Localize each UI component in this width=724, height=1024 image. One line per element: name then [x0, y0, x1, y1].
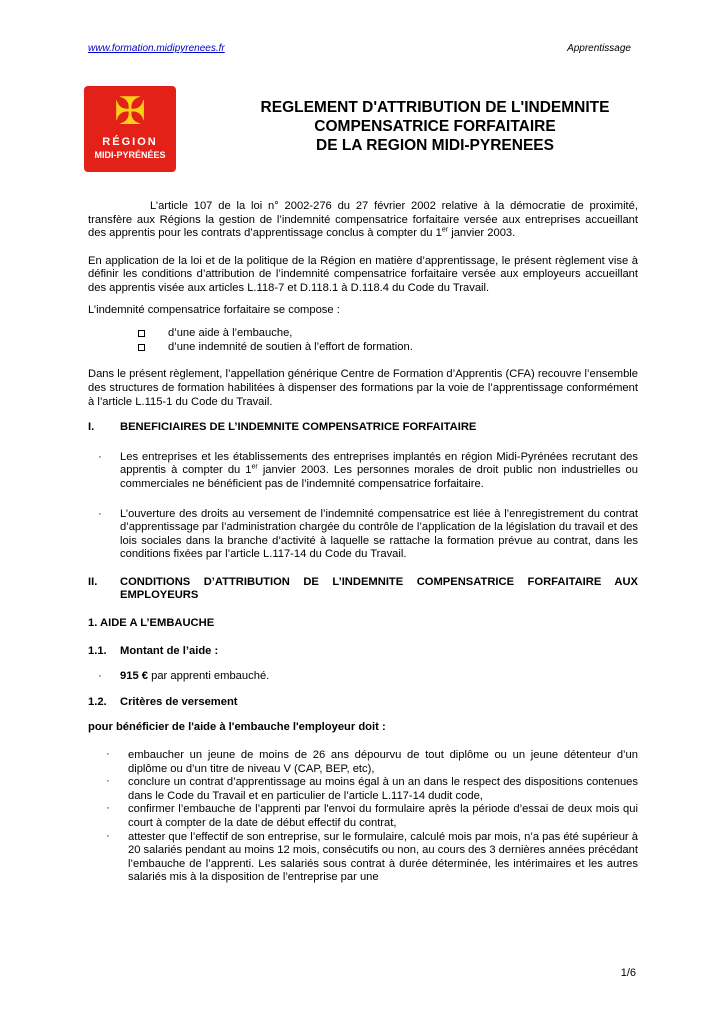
intro-paragraph-3: L’indemnité compensatrice forfaitaire se compose :: [88, 303, 340, 316]
bullet-dot-icon: ·: [106, 802, 110, 815]
list-item: · attester que l’effectif de son entreprise, sur le formulaire, calculé mois par mois, n’a pas été supérieur à 20 salariés pendant au moins 12 mois, consécutifs ou non, au cours des 3 dernières années précédant l’embauche de l’apprenti. Les salariés sous contrat à durée déterminée, les intérimaires et les autres salariés mis à la disposition de l’entreprise par une: [106, 829, 638, 884]
header-url-link[interactable]: www.formation.midipyrenees.fr: [88, 43, 225, 54]
logo-line2: MIDI-PYRÉNÉES: [94, 150, 166, 160]
document-body: [88, 200, 638, 885]
title-line2: COMPENSATRICE FORFAITAIRE: [314, 118, 556, 135]
list-item: · conclure un contrat d’apprentissage au moins égal à un an dans le respect des dispositions contenues dans le Code du Travail et en particulier de l’article L.117-14 dudit code,: [106, 775, 638, 802]
subsection-1-2-heading: 1.2. Critères de versement: [88, 695, 238, 708]
list-item: d’une aide à l’embauche,: [88, 327, 638, 341]
list-item: · 915 € par apprenti embauché.: [98, 670, 270, 683]
page-number: 1/6: [620, 967, 636, 979]
bullet-dot-icon: ·: [98, 507, 102, 520]
list-item: · embaucher un jeune de moins de 26 ans dépourvu de tout diplôme ou un jeune détenteur d’un diplôme ou d’un titre de niveau V (CAP, BEP, etc),: [106, 748, 638, 775]
occitan-cross-icon: ✠: [114, 91, 146, 133]
region-logo: [84, 86, 176, 172]
intro-paragraph-1: L’article 107 de la loi n° 2002-276 du 27 février 2002 relative à la démocratie de proximité, transfère aux Régions la gestion de l’indemnité compensatrice forfaitaire versée aux entreprises accueillant des apprentis pour les contrats d’apprentissage conclus à compter du 1er janvier 2003.: [88, 200, 638, 240]
title-line3: DE LA REGION MIDI-PYRENEES: [316, 137, 554, 154]
section-2-heading: II. CONDITIONS D’ATTRIBUTION DE L’INDEMNITE COMPENSATRICE FORFAITAIRE AUX EMPLOYEURS: [88, 575, 638, 602]
checkbox-bullet-icon: [138, 344, 145, 351]
bullet-dot-icon: ·: [106, 829, 110, 842]
bullet-dot-icon: ·: [106, 775, 110, 788]
criteria-lead: pour bénéficier de l'aide à l'embauche l'employeur doit :: [88, 721, 386, 734]
bullet-dot-icon: ·: [106, 748, 110, 761]
list-item: d’une indemnité de soutien à l’effort de formation.: [88, 341, 638, 355]
list-item: · Les entreprises et les établissements des entreprises implantés en région Midi-Pyrénées recrutant des apprentis à compter du 1er janvier 2003. Les personnes morales de droit public non industrielles ou commerciales ne bénéficient pas de l’indemnité compensatrice forfaitaire.: [98, 450, 638, 490]
intro-paragraph-2: En application de la loi et de la politique de la Région en matière d’apprentissage, le présent règlement vise à définir les conditions d’attribution de l’indemnité compensatrice forfaitaire versée aux employeurs accueillant des apprentis visée aux articles L.118-7 et D.118.1 à D.118.4 du Code du Travail.: [88, 254, 638, 294]
subsection-1-1-heading: 1.1. Montant de l’aide :: [88, 644, 219, 657]
list-item: · L’ouverture des droits au versement de l’indemnité compensatrice est liée à l’enregistrement du contrat d’apprentissage par l’administration chargée du contrôle de l’application de la législation du travail et des lois sociales dans la branche d’activité à laquelle se rattache la formation prévue au contrat, dans les conditions fixées par l’article L.117-14 du Code du Travail.: [98, 507, 638, 561]
subsection-1-heading: 1. AIDE A L’EMBAUCHE: [88, 617, 215, 630]
bullet-dot-icon: ·: [98, 450, 102, 463]
title-line1: REGLEMENT D'ATTRIBUTION DE L'INDEMNITE: [260, 99, 610, 116]
intro-paragraph-4: Dans le présent règlement, l’appellation générique Centre de Formation d’Apprentis (CFA) recouvre l’ensemble des structures de formation habilitées à dispenser des formations par la voie de l’apprentissage conformément à l’article L.115-1 du Code du Travail.: [88, 368, 638, 408]
aid-amount: 915 €: [120, 670, 148, 683]
checkbox-bullet-icon: [138, 330, 145, 337]
logo-line1: RÉGION: [102, 136, 158, 148]
section-1-heading: I. BENEFICIAIRES DE L’INDEMNITE COMPENSATRICE FORFAITAIRE: [88, 421, 477, 434]
bullet-dot-icon: ·: [98, 670, 102, 683]
document-title: [200, 98, 670, 155]
header-section-label: Apprentissage: [567, 43, 631, 54]
list-item: · confirmer l’embauche de l’apprenti par l'envoi du formulaire après la période d’essai de deux mois qui court à compter de la date de début effectif du contrat,: [106, 802, 638, 829]
